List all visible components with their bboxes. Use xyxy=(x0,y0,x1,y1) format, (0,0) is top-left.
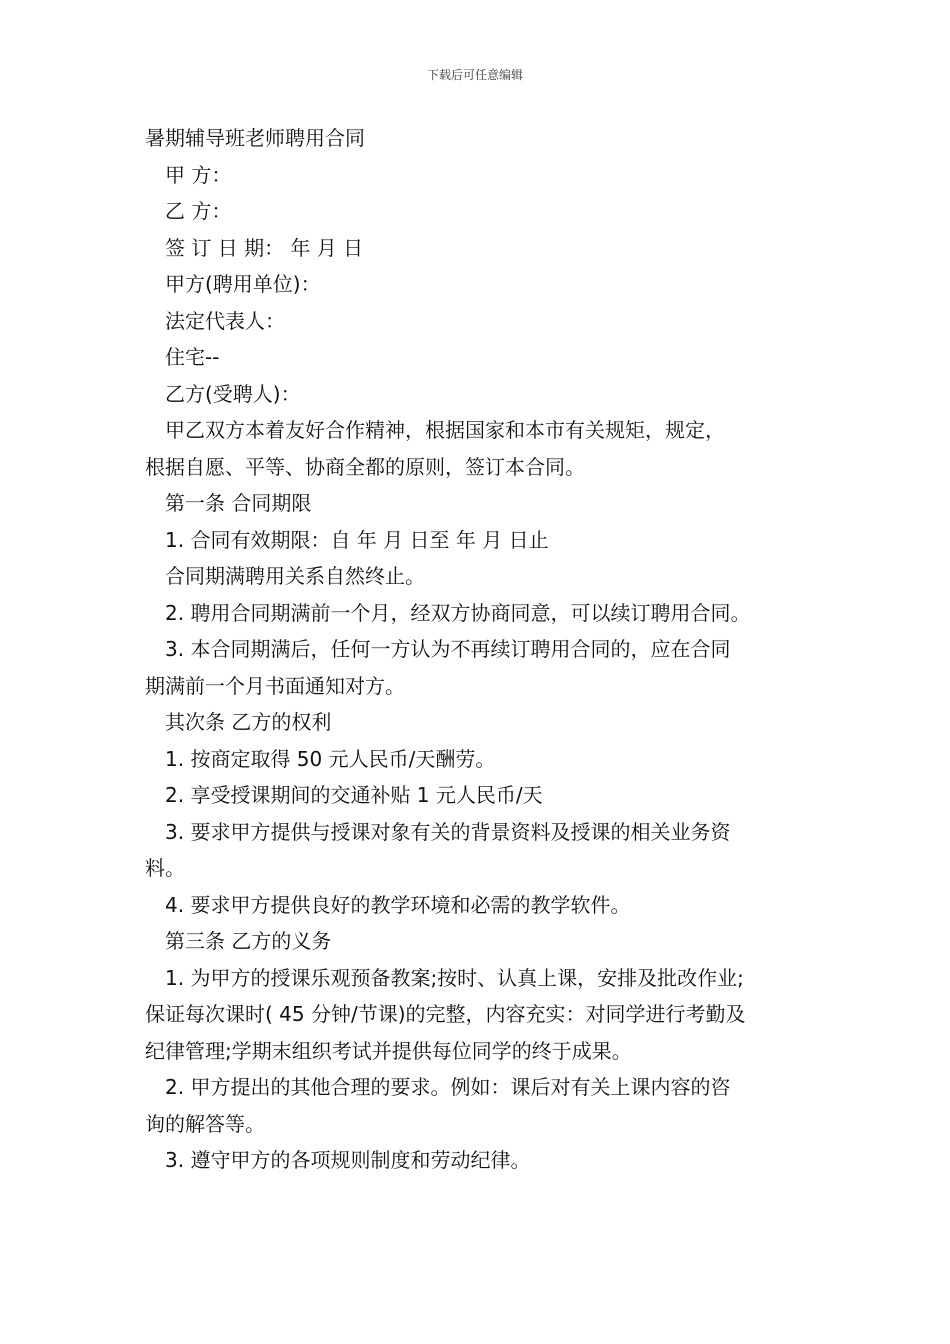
article-3-heading: 第三条 乙方的义务 xyxy=(165,929,332,953)
document-title: 暑期辅导班老师聘用合同 xyxy=(145,126,365,150)
article-3-item-2-line-1: 2. 甲方提出的其他合理的要求。例如：课后对有关上课内容的咨 xyxy=(165,1075,731,1099)
party-b-line: 乙 方： xyxy=(165,199,232,223)
article-2-item-1: 1. 按商定取得 50 元人民币/天酬劳。 xyxy=(165,746,496,771)
employer-line: 甲方(聘用单位)： xyxy=(165,272,321,296)
article-3-item-1-line-3: 纪律管理;学期末组织考试并提供每位同学的终于成果。 xyxy=(145,1038,632,1063)
article-2-item-3-line-2: 料。 xyxy=(145,856,185,880)
article-1-heading: 第一条 合同期限 xyxy=(165,491,312,515)
article-1-item-1-continued: 合同期满聘用关系自然终止。 xyxy=(165,564,425,588)
preamble-line-2: 根据自愿、平等、协商全都的原则，签订本合同。 xyxy=(145,454,585,479)
page-header: 下载后可任意编辑 xyxy=(426,68,523,82)
article-2-item-3-line-1: 3. 要求甲方提供与授课对象有关的背景资料及授课的相关业务资 xyxy=(165,819,731,844)
article-2-item-2: 2. 享受授课期间的交通补贴 1 元人民币/天 xyxy=(165,783,543,807)
employee-line: 乙方(受聘人)： xyxy=(165,381,301,406)
preamble-line-1: 甲乙双方本着友好合作精神，根据国家和本市有关规矩，规定， xyxy=(165,418,725,442)
article-3-item-1-line-2: 保证每次课时( 45 分钟/节课)的完整，内容充实：对同学进行考勤及 xyxy=(145,1002,746,1026)
article-2-item-4: 4. 要求甲方提供良好的教学环境和必需的教学软件。 xyxy=(165,892,631,917)
article-3-item-3: 3. 遵守甲方的各项规则制度和劳动纪律。 xyxy=(165,1148,531,1172)
signing-date-line: 签 订 日 期： 年 月 日 xyxy=(165,235,364,260)
article-1-item-3-line-1: 3. 本合同期满后，任何一方认为不再续订聘用合同的，应在合同 xyxy=(165,637,731,661)
article-1-item-2: 2. 聘用合同期满前一个月，经双方协商同意，可以续订聘用合同。 xyxy=(165,600,751,625)
document-body xyxy=(145,120,813,1179)
article-1-item-1: 1. 合同有效期限：自 年 月 日至 年 月 日止 xyxy=(165,527,549,552)
residence-line: 住宅-- xyxy=(165,345,220,369)
article-3-item-2-line-2: 询的解答等。 xyxy=(145,1111,265,1136)
article-3-item-1-line-1: 1. 为甲方的授课乐观预备教案;按时、认真上课，安排及批改作业; xyxy=(165,965,744,990)
article-2-heading: 其次条 乙方的权利 xyxy=(165,710,332,734)
article-1-item-3-line-2: 期满前一个月书面通知对方。 xyxy=(145,673,405,698)
party-a-line: 甲 方： xyxy=(165,162,232,187)
legal-representative-line: 法定代表人： xyxy=(165,308,285,333)
